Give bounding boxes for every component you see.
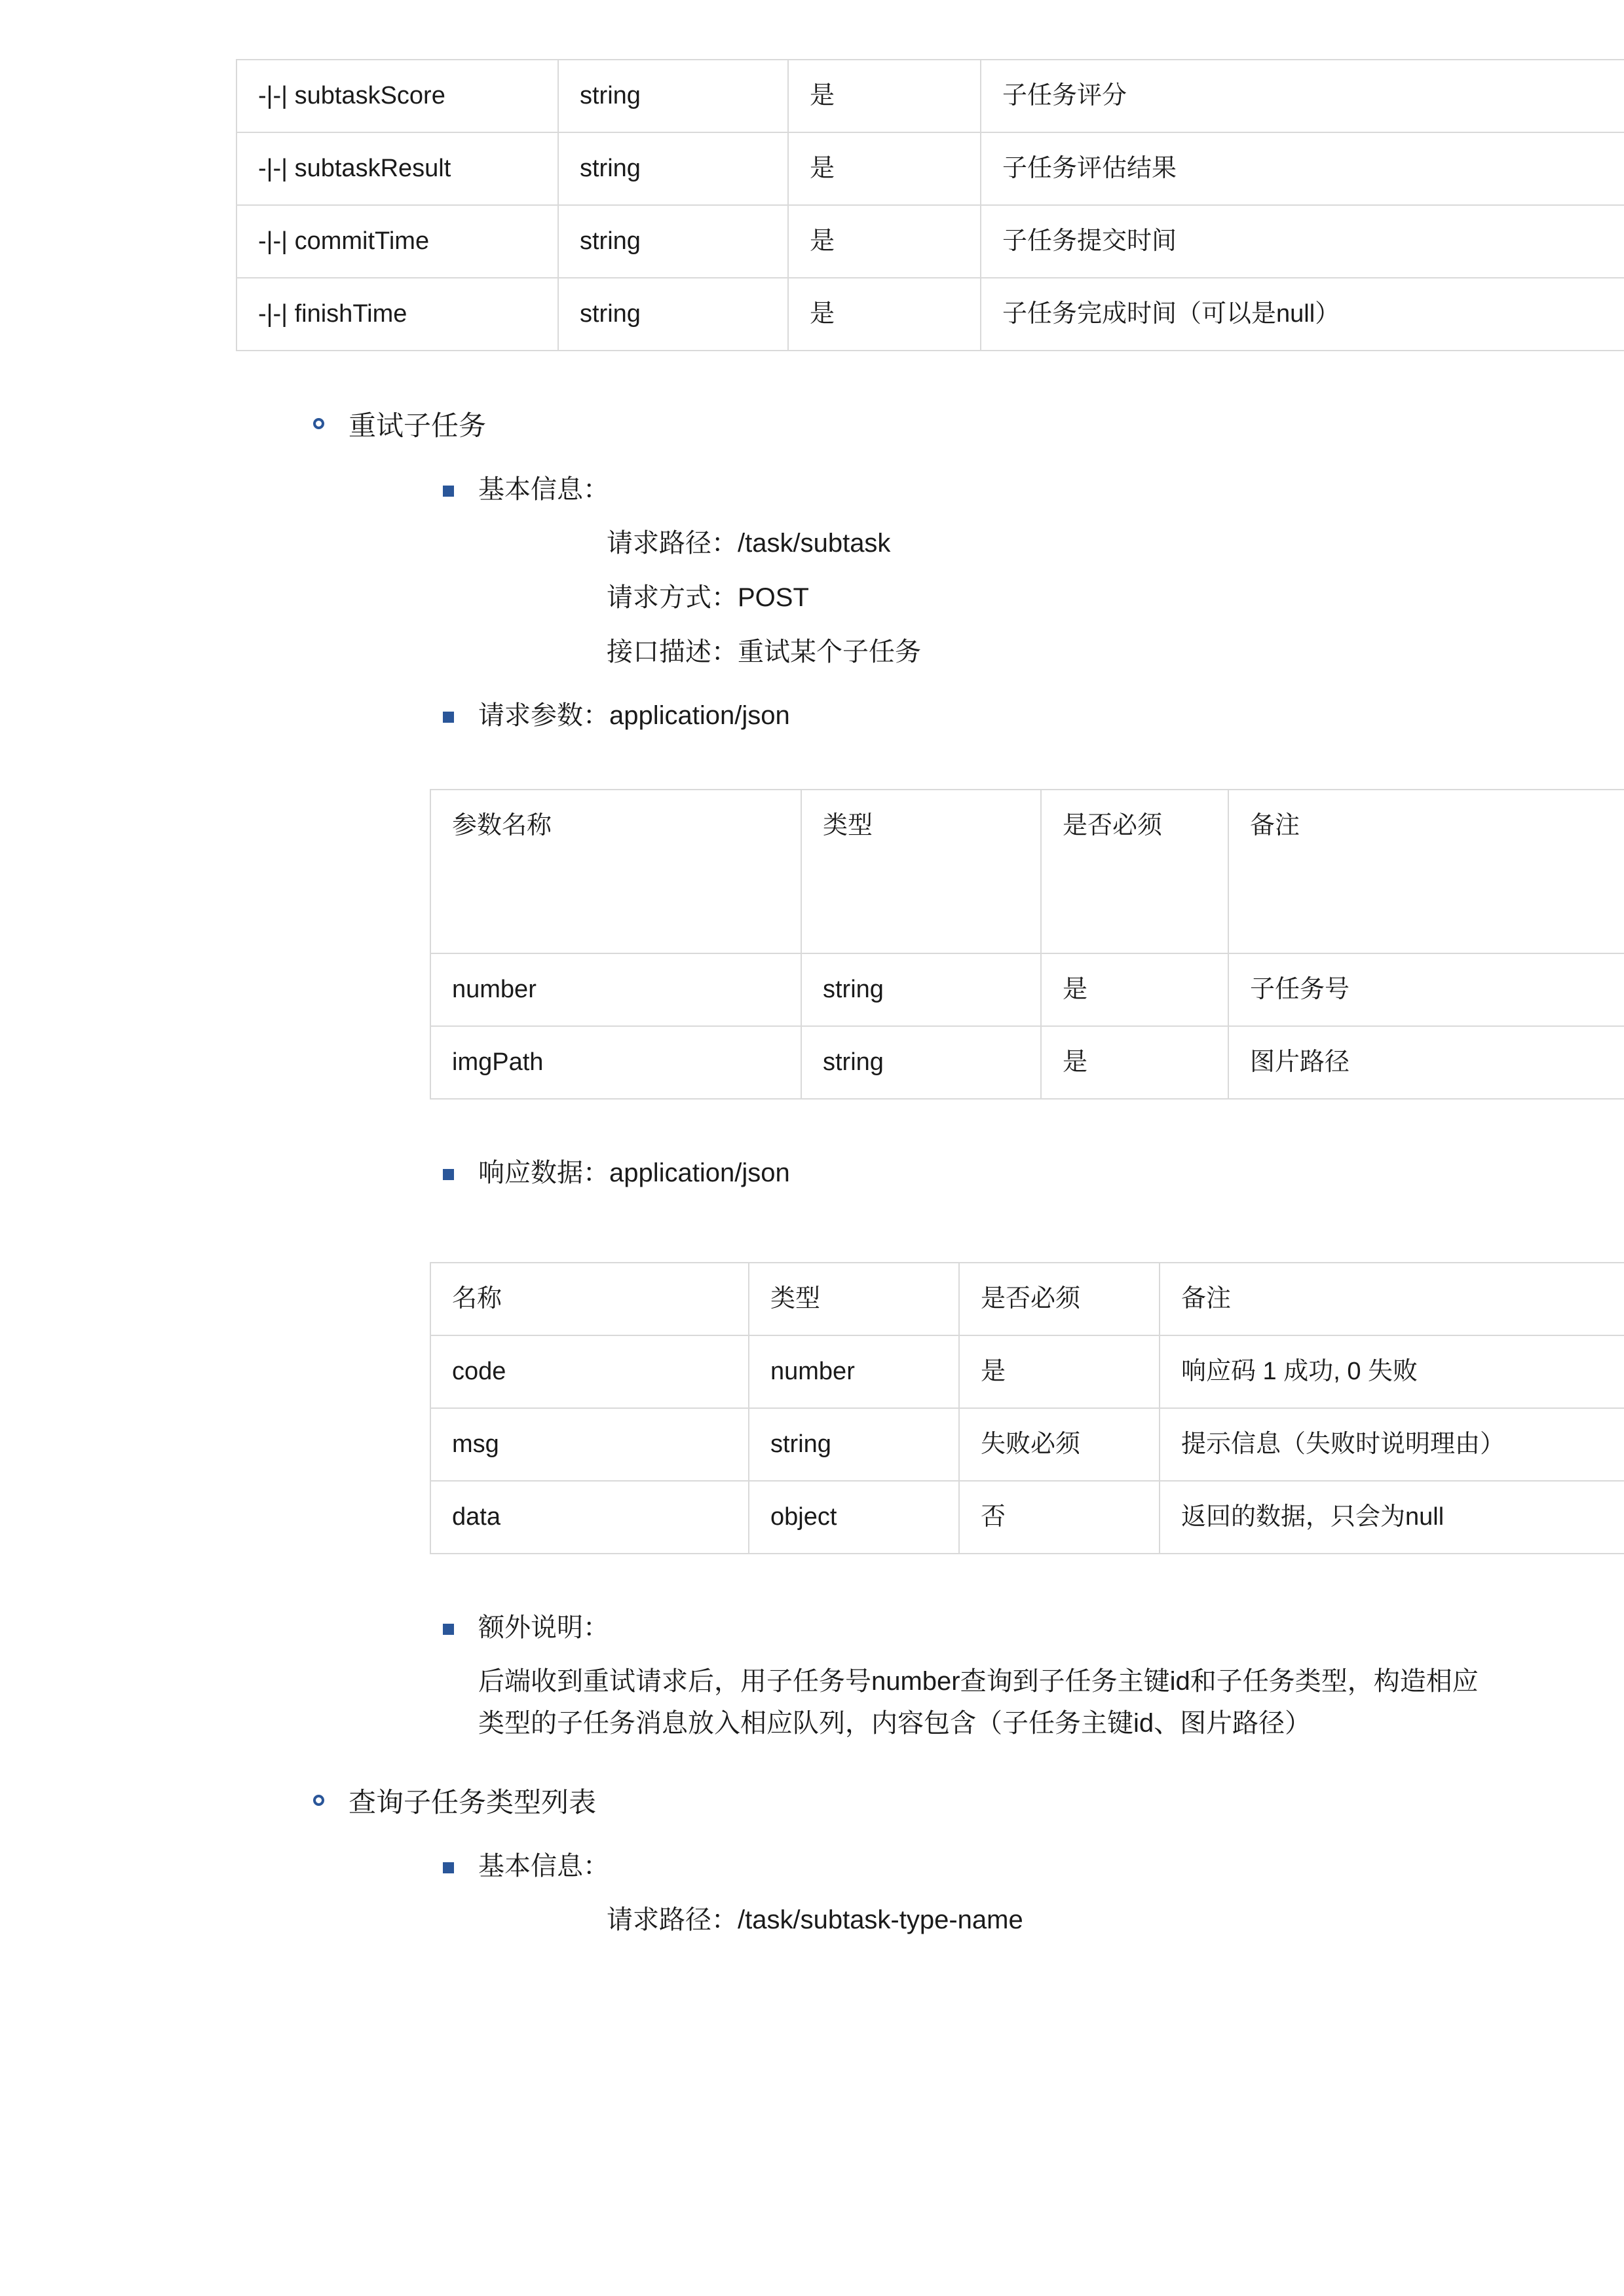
table-cell: number <box>749 1335 959 1408</box>
table-row <box>236 205 1624 278</box>
table-cell: 失败必须 <box>959 1408 1160 1481</box>
column-header: 类型 <box>801 790 1041 953</box>
request-path-line: 请求路径：/task/subtask-type-name <box>607 1905 1023 1935</box>
table-cell: 子任务评估结果 <box>981 132 1624 205</box>
table-cell: data <box>430 1481 749 1554</box>
table-cell: 是 <box>788 132 981 205</box>
table-cell: 否 <box>959 1481 1160 1554</box>
subheading-label: 请求参数：application/json <box>478 700 790 730</box>
request-params-table-wrapper <box>430 789 1493 1100</box>
column-header: 名称 <box>430 1263 749 1335</box>
subheading-basic-info <box>430 1845 1493 1887</box>
retry-extra-block <box>430 1607 1493 1746</box>
retry-basic-info-block <box>430 469 1493 736</box>
table-header-row <box>430 1263 1624 1335</box>
subtask-type-basic-info-block <box>430 1845 1493 1942</box>
table-row <box>430 953 1624 1026</box>
section-subtask-type-list <box>301 1780 1493 1942</box>
response-table-wrapper <box>430 1262 1505 1554</box>
table-cell: 是 <box>788 60 981 132</box>
subtask-fields-table <box>236 59 1624 351</box>
column-header: 是否必须 <box>1041 790 1228 953</box>
table-cell: string <box>749 1408 959 1481</box>
table-cell: 图片路径 <box>1228 1026 1624 1099</box>
retry-response-block <box>430 1152 1493 1194</box>
table-cell: 是 <box>788 278 981 351</box>
subheading-request-params <box>430 695 1493 737</box>
request-path-line: 请求路径：/task/subtask <box>607 529 891 558</box>
square-bullet-icon <box>443 712 454 723</box>
table-cell: string <box>558 60 788 132</box>
table-row <box>236 60 1624 132</box>
table-cell: 是 <box>1041 1026 1228 1099</box>
column-header: 备注 <box>1228 790 1624 953</box>
subheading-response-data <box>430 1152 1493 1194</box>
table-cell: 子任务评分 <box>981 60 1624 132</box>
table-cell: 是 <box>959 1335 1160 1408</box>
table-cell: 子任务提交时间 <box>981 205 1624 278</box>
retry-basic-info-lines <box>607 522 1493 673</box>
table-cell: 子任务号 <box>1228 953 1624 1026</box>
table-cell: 响应码 1 成功, 0 失败 <box>1160 1335 1624 1408</box>
subheading-basic-info <box>430 469 1493 510</box>
table-cell: number <box>430 953 801 1026</box>
table-cell: 是 <box>788 205 981 278</box>
request-method-line: 请求方式：POST <box>607 583 809 612</box>
table-cell: -|-| commitTime <box>236 205 558 278</box>
api-description-line: 接口描述：重试某个子任务 <box>607 637 921 666</box>
table-cell: -|-| subtaskScore <box>236 60 558 132</box>
table-row <box>430 1335 1624 1408</box>
section-title: 查询子任务类型列表 <box>349 1787 597 1818</box>
table-cell: msg <box>430 1408 749 1481</box>
table-cell: string <box>558 132 788 205</box>
table-row <box>430 1026 1624 1099</box>
subheading-label: 基本信息： <box>478 1852 609 1881</box>
subheading-label: 响应数据：application/json <box>478 1158 790 1187</box>
column-header: 是否必须 <box>959 1263 1160 1335</box>
section-heading-subtask-type <box>301 1780 1493 1824</box>
response-data-table <box>430 1262 1624 1554</box>
table-header-row <box>430 790 1624 953</box>
subheading-label: 额外说明： <box>478 1613 609 1642</box>
table-cell: string <box>558 278 788 351</box>
column-header: 备注 <box>1160 1263 1624 1335</box>
table-cell: 子任务完成时间（可以是null） <box>981 278 1624 351</box>
request-params-table <box>430 789 1624 1100</box>
square-bullet-icon <box>443 1169 454 1180</box>
table-cell: string <box>801 953 1041 1026</box>
square-bullet-icon <box>443 486 454 497</box>
column-header: 类型 <box>749 1263 959 1335</box>
column-header: 参数名称 <box>430 790 801 953</box>
table-cell: 是 <box>1041 953 1228 1026</box>
table-cell: code <box>430 1335 749 1408</box>
table-cell: string <box>801 1026 1041 1099</box>
square-bullet-icon <box>443 1624 454 1635</box>
extra-notes-text-wrapper <box>478 1660 1493 1746</box>
table-row <box>236 132 1624 205</box>
table-cell: string <box>558 205 788 278</box>
table-cell: imgPath <box>430 1026 801 1099</box>
table-row <box>430 1481 1624 1554</box>
section-retry-subtask <box>301 404 1505 1745</box>
table-cell: 提示信息（失败时说明理由） <box>1160 1408 1624 1481</box>
table-row <box>430 1408 1624 1481</box>
section-title: 重试子任务 <box>349 410 487 441</box>
subheading-extra-notes <box>430 1607 1493 1649</box>
section-heading-retry <box>301 404 1493 448</box>
circle-bullet-icon <box>313 418 324 429</box>
table-row <box>236 278 1624 351</box>
subtask-fields-table-wrapper <box>236 59 1493 351</box>
table-cell: object <box>749 1481 959 1554</box>
table-cell: -|-| finishTime <box>236 278 558 351</box>
table-cell: -|-| subtaskResult <box>236 132 558 205</box>
square-bullet-icon <box>443 1862 454 1873</box>
subheading-label: 基本信息： <box>478 475 609 505</box>
circle-bullet-icon <box>313 1795 324 1806</box>
table-cell: 返回的数据，只会为null <box>1160 1481 1624 1554</box>
extra-notes-text: 后端收到重试请求后，用子任务号number查询到子任务主键id和子任务类型，构造相应类型的子任务消息放入相应队列，内容包含（子任务主键id、图片路径） <box>478 1666 1479 1738</box>
subtask-type-info-lines <box>607 1899 1493 1942</box>
